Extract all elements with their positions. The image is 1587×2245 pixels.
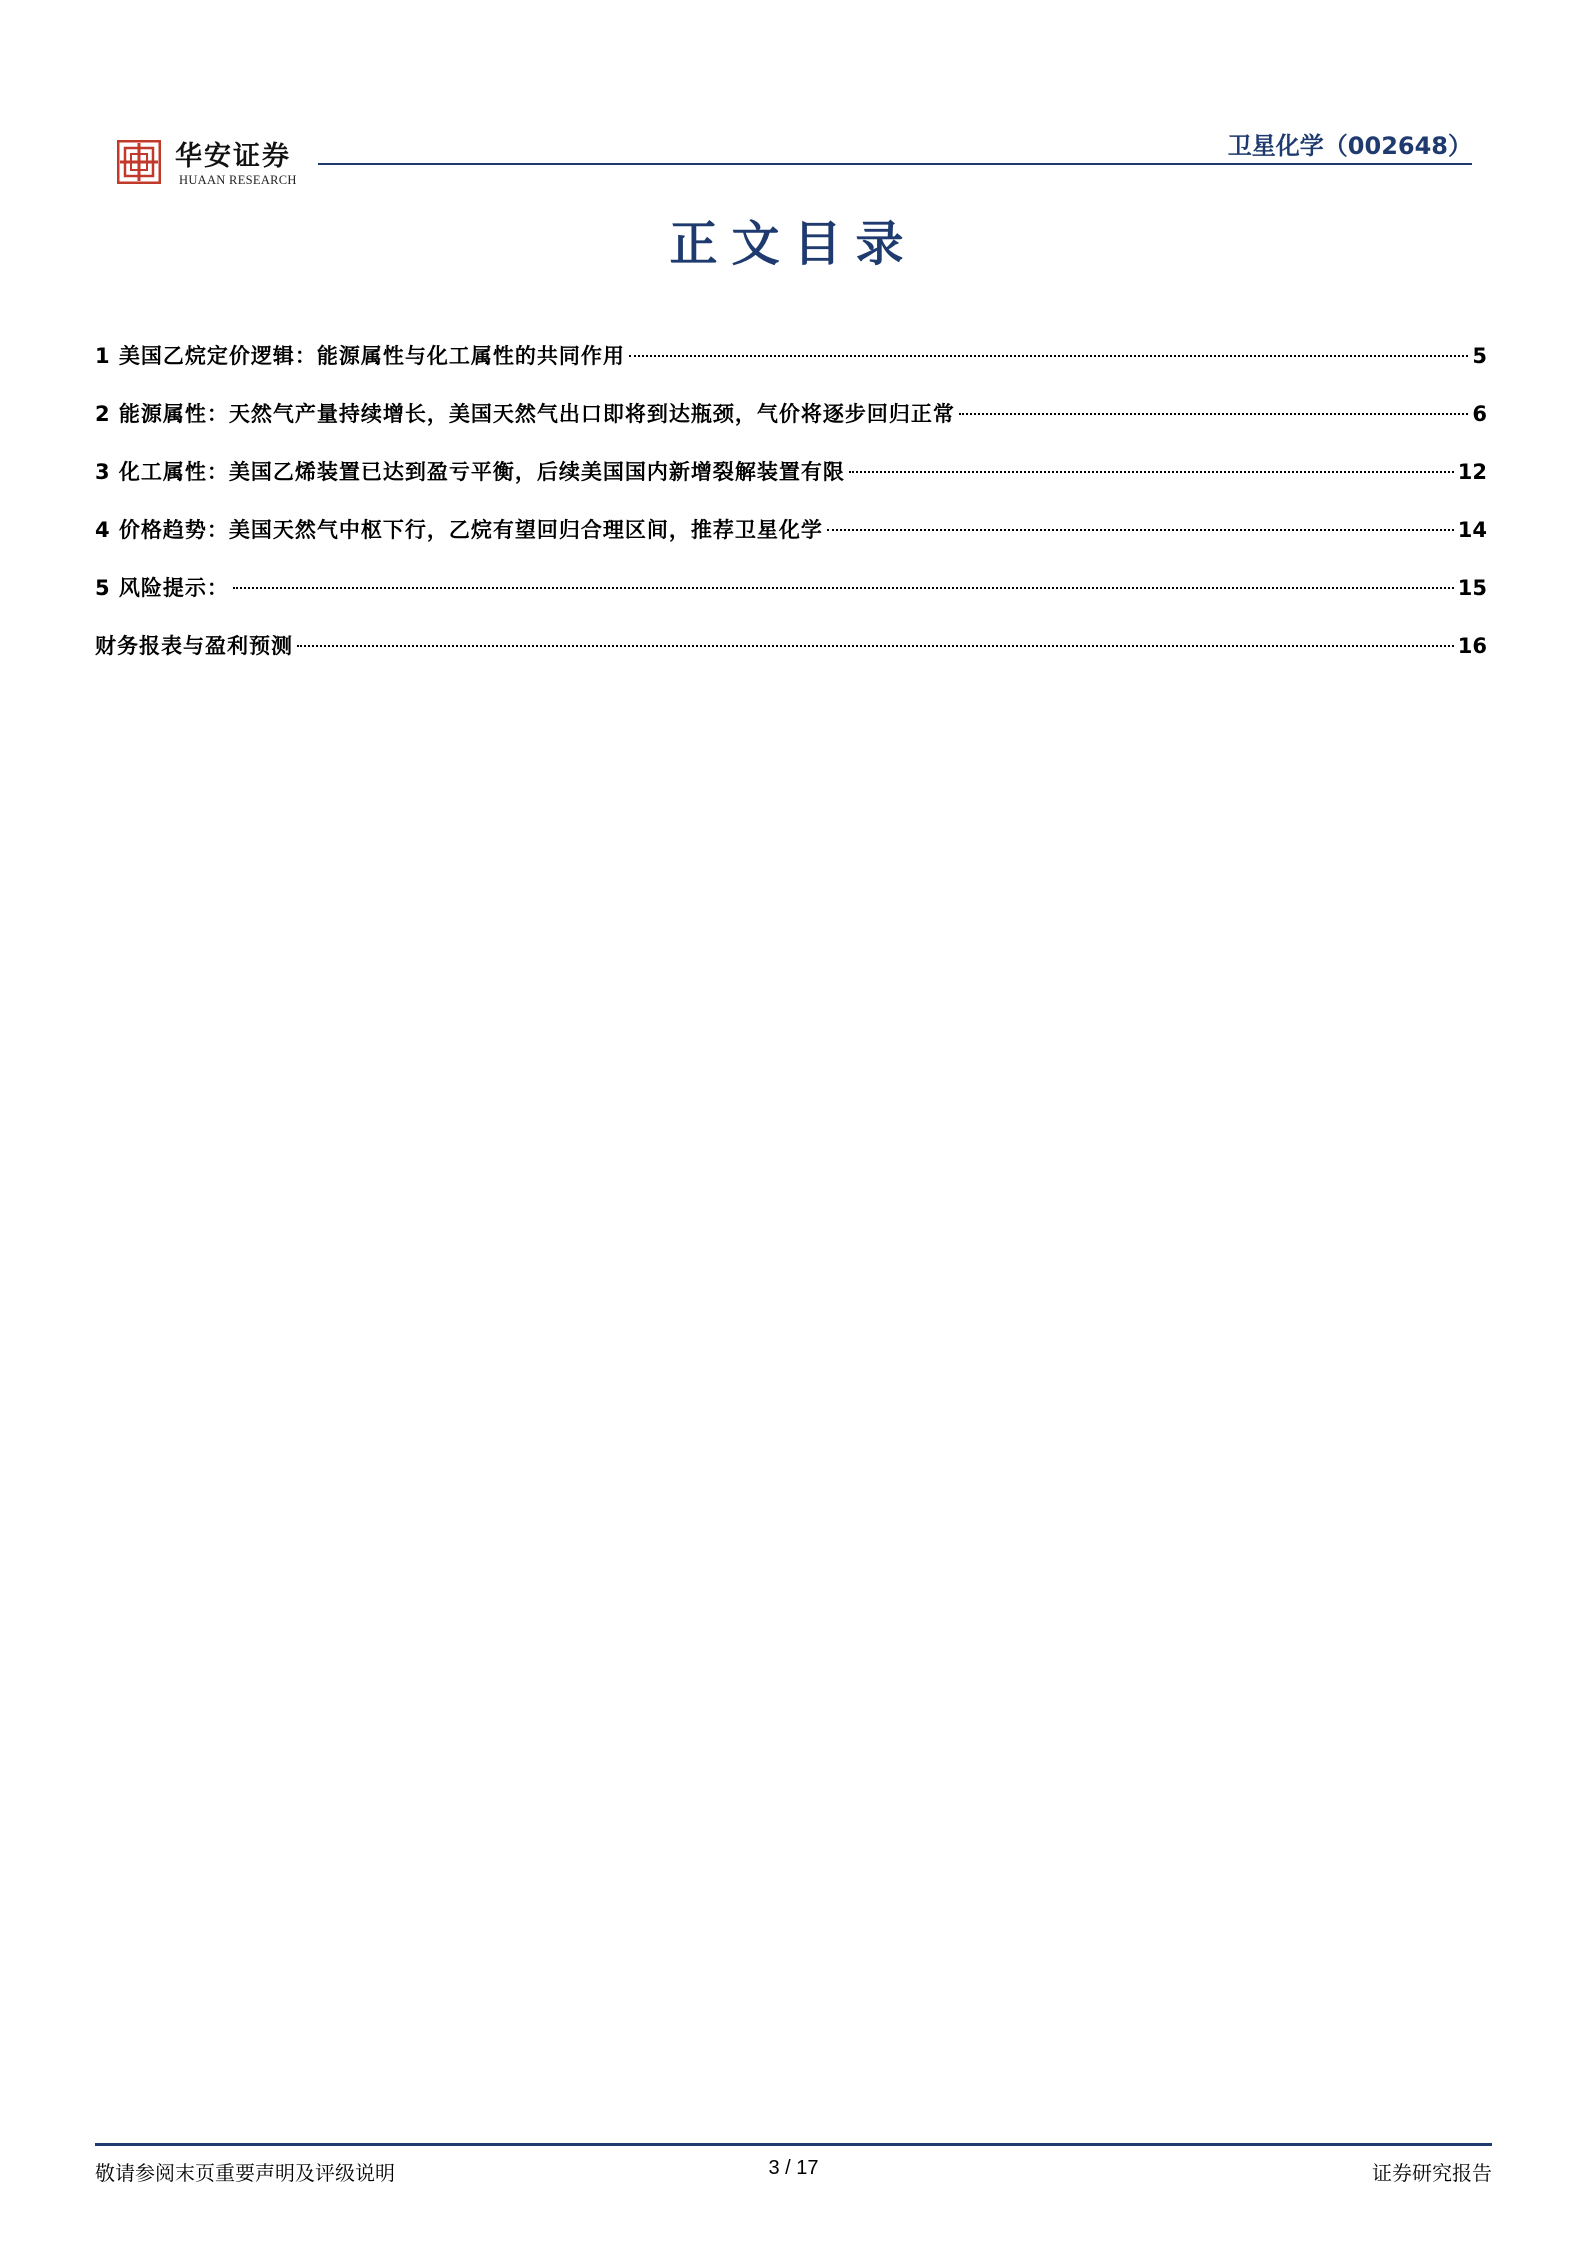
toc-entry-label: 1 美国乙烷定价逻辑：能源属性与化工属性的共同作用 <box>95 344 625 368</box>
toc-entry-label: 4 价格趋势：美国天然气中枢下行，乙烷有望回归合理区间，推荐卫星化学 <box>95 518 823 542</box>
toc-entry[interactable] <box>95 514 1487 572</box>
toc-leader-dots <box>233 587 1454 589</box>
toc-leader-dots <box>629 355 1468 357</box>
toc-entry-label: 财务报表与盈利预测 <box>95 634 293 658</box>
header-divider <box>318 163 1472 165</box>
toc-entry[interactable] <box>95 456 1487 514</box>
toc-entry-page: 5 <box>1472 344 1487 368</box>
toc-entry-label: 3 化工属性：美国乙烯装置已达到盈亏平衡，后续美国国内新增裂解装置有限 <box>95 460 845 484</box>
table-of-contents <box>95 340 1487 688</box>
page-header <box>117 122 1472 202</box>
toc-leader-dots <box>849 471 1454 473</box>
company-ticker: 卫星化学（002648） <box>1227 132 1472 160</box>
footer-divider <box>95 2143 1492 2146</box>
disclaimer-note: 敬请参阅末页重要声明及评级说明 <box>95 2161 395 2185</box>
toc-entry[interactable] <box>95 398 1487 456</box>
toc-entry-label: 2 能源属性：天然气产量持续增长，美国天然气出口即将到达瓶颈，气价将逐步回归正常 <box>95 402 955 426</box>
page-number: 3 / 17 <box>768 2157 819 2179</box>
toc-entry[interactable] <box>95 630 1487 688</box>
logo-english-name: HUAAN RESEARCH <box>179 173 297 187</box>
toc-entry-page: 12 <box>1457 460 1487 484</box>
toc-entry-label: 5 风险提示： <box>95 576 229 600</box>
toc-entry-page: 15 <box>1457 576 1487 600</box>
toc-entry[interactable] <box>95 572 1487 630</box>
logo-chinese-name: 华安证券 <box>175 141 291 172</box>
report-type: 证券研究报告 <box>1372 2161 1492 2185</box>
toc-leader-dots <box>959 413 1468 415</box>
toc-entry-page: 16 <box>1457 634 1487 658</box>
page-title: 正文目录 <box>669 216 918 272</box>
toc-entry[interactable] <box>95 340 1487 398</box>
page-footer <box>95 2157 1492 2187</box>
toc-leader-dots <box>297 645 1454 647</box>
toc-entry-page: 6 <box>1472 402 1487 426</box>
toc-entry-page: 14 <box>1457 518 1487 542</box>
toc-leader-dots <box>827 529 1454 531</box>
huaan-logo-icon <box>117 140 161 184</box>
